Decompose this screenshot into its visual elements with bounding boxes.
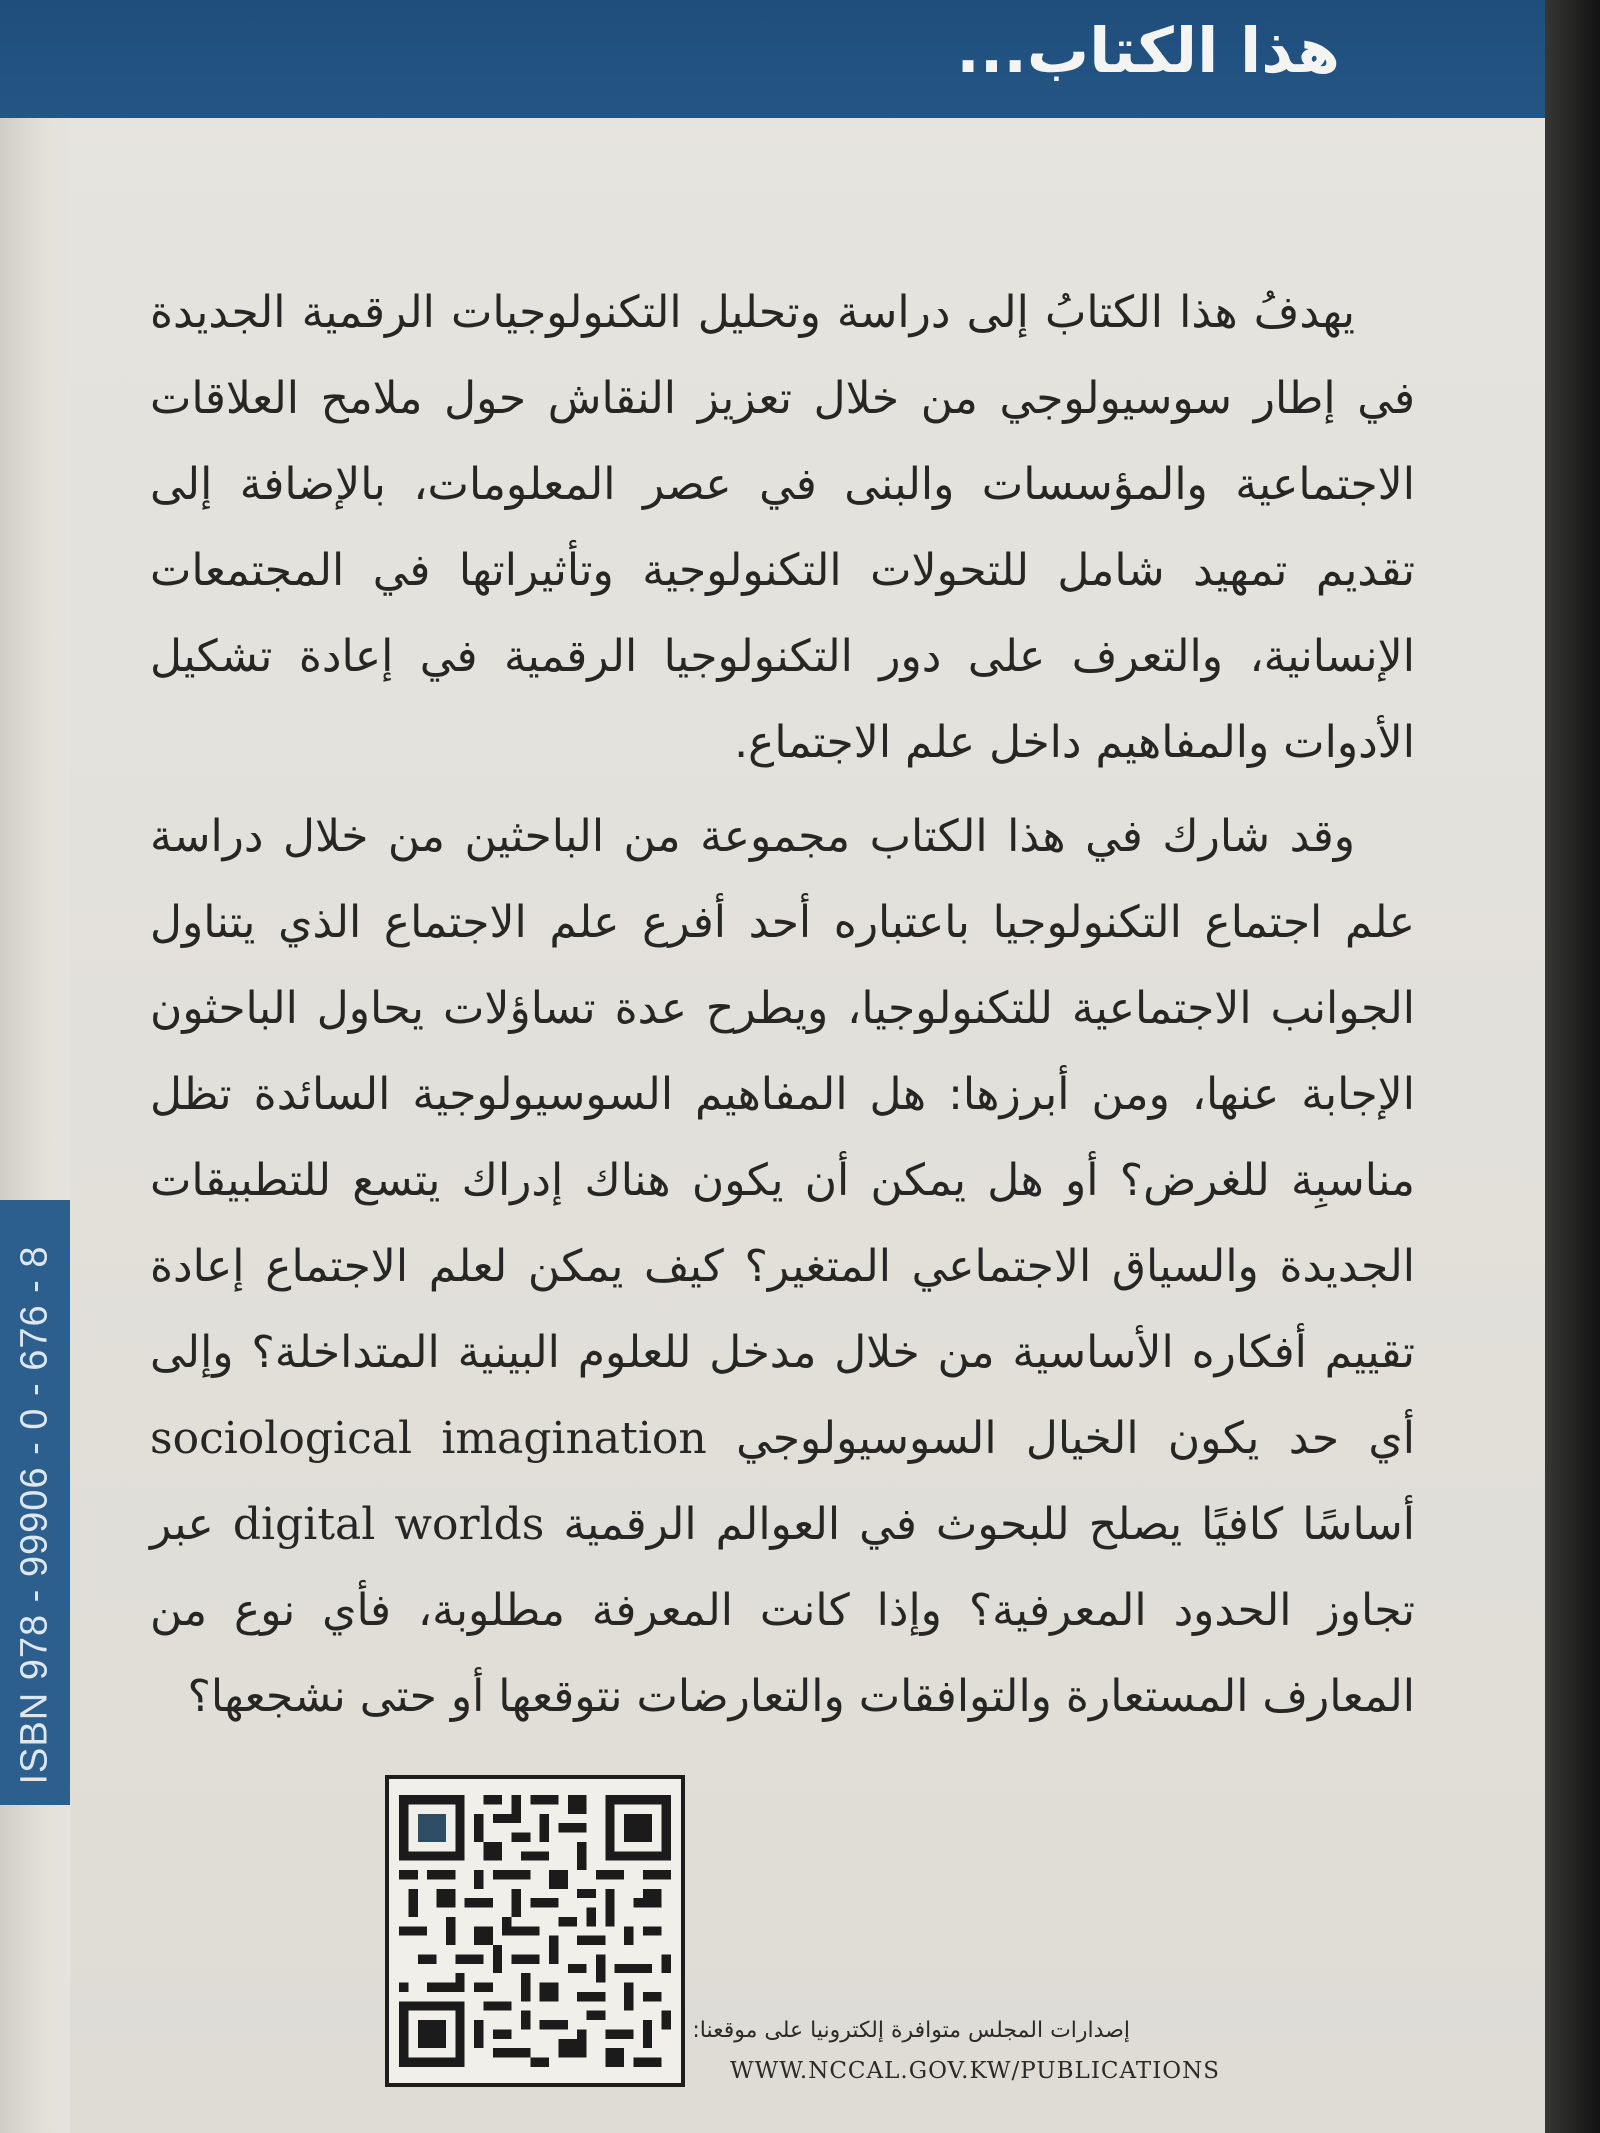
cover-heading: هذا الكتاب... <box>956 14 1340 87</box>
background-shadow <box>1540 0 1600 2133</box>
header-band <box>0 0 1545 118</box>
latin-term-sociological-imagination: sociological imagination <box>150 1413 707 1464</box>
latin-term-digital-worlds: digital worlds <box>232 1499 545 1550</box>
page-edge <box>0 118 70 2133</box>
blurb-paragraph-2-part-3: عبر تجاوز الحدود المعرفية؟ وإذا كانت المعرفة مطلوبة، فأي نوع من المعارف المستعارة والتوافقات والتعارضات نتوقعها أو حتى نشجعها؟ <box>150 1499 1415 1722</box>
publications-note: إصدارات المجلس متوافرة إلكترونيا على موقعنا: <box>692 2018 1130 2043</box>
blurb-paragraph-1: يهدفُ هذا الكتابُ إلى دراسة وتحليل التكنولوجيات الرقمية الجديدة في إطار سوسيولوجي من خلال تعزيز النقاش حول ملامح العلاقات الاجتماعية والمؤسسات والبنى في عصر المعلومات، بالإضافة إلى تقديم تمهيد شامل للتحولات التكنولوجية وتأثيراتها في المجتمعات الإنسانية، والتعرف على دور التكنولوجيا الرقمية في إعادة تشكيل الأدوات والمفاهيم داخل علم الاجتماع. <box>150 287 1415 768</box>
isbn-number: ISBN 978 - 99906 - 0 - 676 - 8 <box>13 1245 56 1785</box>
blurb-paragraph-2 <box>150 794 1415 1740</box>
blurb-text <box>150 270 1415 1740</box>
blurb-paragraph-2-part-2: أساسًا كافيًا يصلح للبحوث في العوالم الرقمية <box>563 1499 1415 1550</box>
blurb-paragraph-2-part-1: وقد شارك في هذا الكتاب مجموعة من الباحثين من خلال دراسة علم اجتماع التكنولوجيا باعتباره أحد أفرع علم الاجتماع الذي يتناول الجوانب الاجتماعية للتكنولوجيا، ويطرح عدة تساؤلات يحاول الباحثون الإجابة عنها، ومن أبرزها: هل المفاهيم السوسيولوجية السائدة تظل مناسبِة للغرض؟ أو هل يمكن أن يكون هناك إدراك يتسع للتطبيقات الجديدة والسياق الاجتماعي المتغير؟ كيف يمكن لعلم الاجتماع إعادة تقييم أفكاره الأساسية من خلال مدخل للعلوم البينية المتداخلة؟ وإلى أي حد يكون الخيال السوسيولوجي <box>150 811 1415 1464</box>
publications-url[interactable]: WWW.NCCAL.GOV.KW/PUBLICATIONS <box>730 2058 1221 2084</box>
